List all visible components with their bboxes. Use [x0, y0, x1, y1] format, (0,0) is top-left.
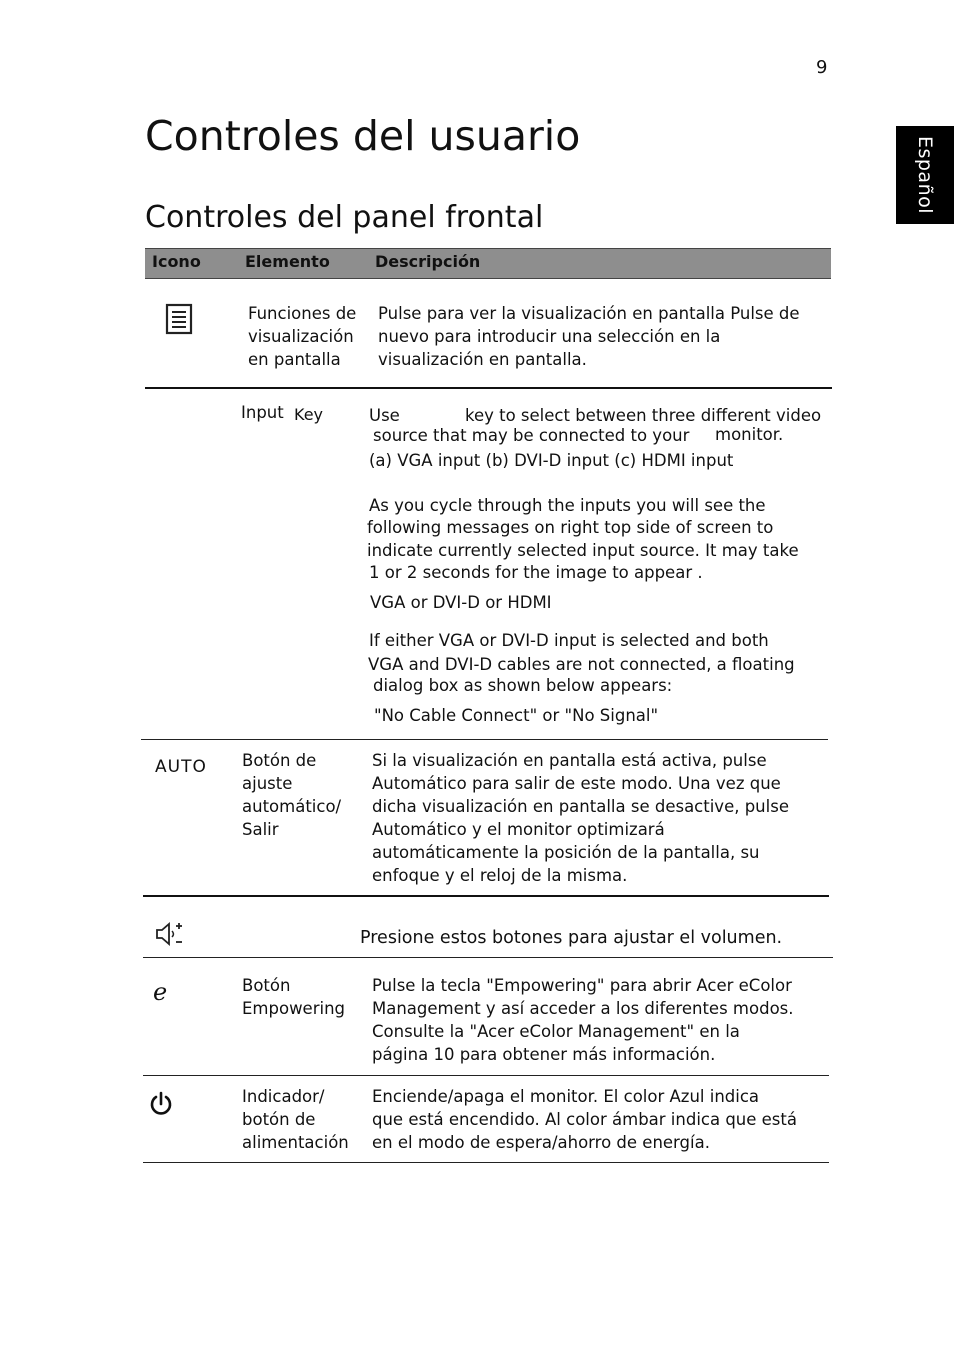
- row2-para3-l2: VGA and DVI-D cables are not connected, a floating: [368, 655, 795, 674]
- language-tab-label: Español: [914, 135, 936, 215]
- volume-icon: [155, 921, 185, 947]
- auto-icon: AUTO: [155, 757, 207, 777]
- header-description: Descripción: [375, 252, 481, 271]
- row2-para3-l3: dialog box as shown below appears:: [373, 676, 673, 695]
- row2-para2-l1: As you cycle through the inputs you will see the: [369, 496, 766, 515]
- row2-use: Use: [369, 406, 400, 425]
- row2-para3-l1: If either VGA or DVI-D input is selected and both: [369, 631, 769, 650]
- row2-inputs: VGA or DVI-D or HDMI: [370, 593, 552, 612]
- language-tab: [896, 126, 954, 224]
- row1-description: Pulse para ver la visualización en pantalla Pulse de nuevo para introducir una selección en la visualización en pantalla.: [378, 304, 800, 369]
- row2-messages: "No Cable Connect" or "No Signal": [374, 706, 659, 725]
- row-divider: [143, 895, 829, 897]
- row2-element-input: Input: [241, 403, 284, 422]
- row2-line2-end: monitor.: [715, 425, 784, 444]
- power-icon: [148, 1091, 174, 1117]
- row2-para2-l3: indicate currently selected input source. It may take: [367, 541, 799, 560]
- row6-element: Indicador/ botón de alimentación: [242, 1087, 349, 1152]
- row5-description: Pulse la tecla "Empowering" para abrir Acer eColor Management y así acceder a los diferentes modos. Consulte la "Acer eColor Management" en la página 10 para obtener más información.: [372, 976, 794, 1064]
- row4-description: Presione estos botones para ajustar el volumen.: [360, 928, 783, 948]
- row3-element: Botón de ajuste automático/ Salir: [242, 751, 342, 839]
- header-element: Elemento: [245, 252, 330, 271]
- row6-description: Enciende/apaga el monitor. El color Azul indica que está encendido. Al color ámbar indica que está en el modo de espera/ahorro de energía.: [372, 1087, 797, 1152]
- page-title: Controles del usuario: [145, 112, 581, 160]
- row2-element-key: Key: [294, 405, 324, 424]
- row3-description: Si la visualización en pantalla está activa, pulse Automático para salir de este modo. Una vez que dicha visualización en pantalla se desactive, pulse Automático y el monitor optimizará automáticamente la posición de la pantalla, su enfoque y el reloj de la misma.: [372, 751, 789, 885]
- row-divider: [143, 1075, 829, 1076]
- row2-line2: source that may be connected to your: [373, 426, 690, 445]
- row5-element: Botón Empowering: [242, 976, 346, 1018]
- header-icon: Icono: [152, 252, 201, 271]
- row-divider: [145, 387, 832, 389]
- page-number: 9: [816, 57, 828, 78]
- row2-para2-l4: 1 or 2 seconds for the image to appear .: [369, 563, 703, 582]
- empowering-icon: e: [153, 978, 168, 1006]
- row2-line1: key to select between three different video: [465, 406, 822, 425]
- row-divider: [143, 957, 833, 958]
- section-title: Controles del panel frontal: [145, 200, 544, 235]
- row1-element: Funciones de visualización en pantalla: [248, 304, 357, 369]
- menu-icon: [165, 303, 193, 335]
- row-divider: [143, 1162, 829, 1163]
- row-divider: [141, 739, 828, 740]
- row2-para2-l2: following messages on right top side of screen to: [367, 518, 774, 537]
- row2-line3: (a) VGA input (b) DVI-D input (c) HDMI input: [369, 451, 734, 470]
